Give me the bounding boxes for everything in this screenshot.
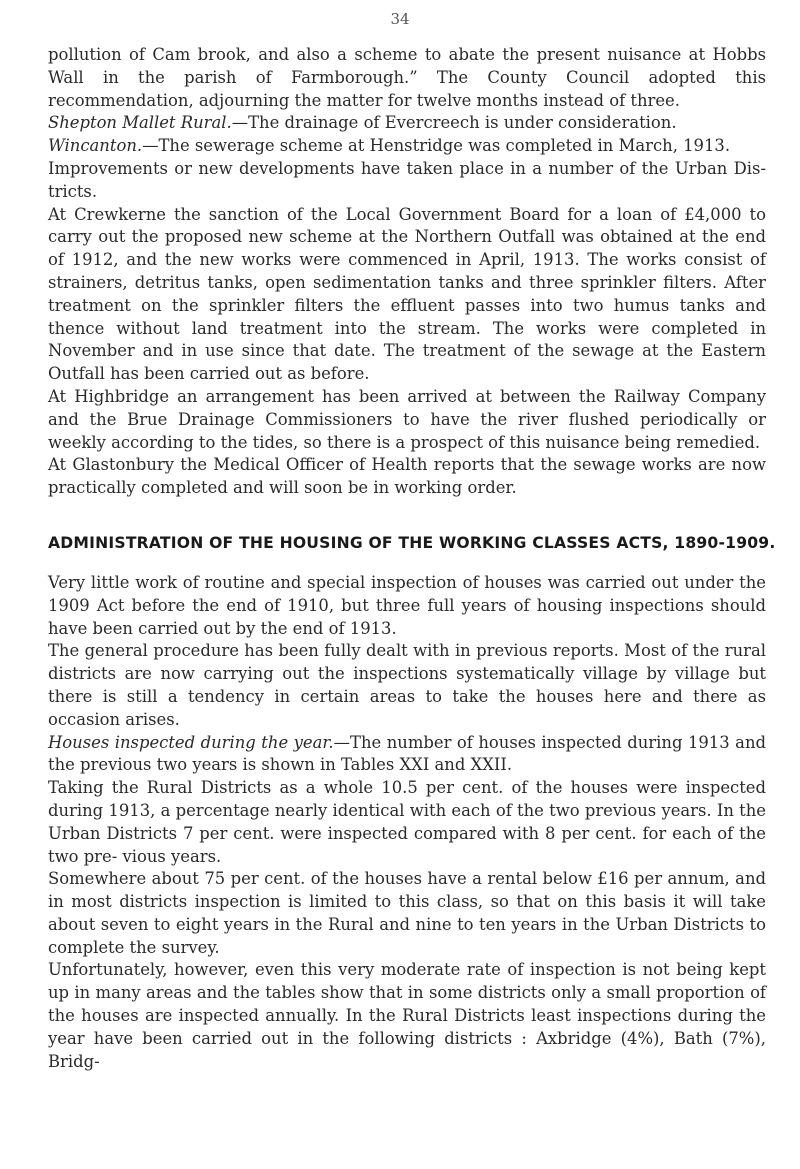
paragraph: The general procedure has been fully dealt with in previous reports. Most of the rural districts are now carrying out the inspections systematically village by village but there is still a tendency in certain areas to take the houses here and there as occasion arises. [48,641,766,729]
paragraph: At Crewkerne the sanction of the Local Government Board for a loan of £4,000 to carry out the proposed new scheme at the Northern Outfall was obtained at the end of 1912, and the new works were commenced in April, 1913. The works consist of strainers, detritus tanks, open sedimentation tanks and three sprinkler filters. After treatment on the sprinkler filters the effluent passes into two humus tanks and thence without land treatment into the stream. The works were completed in November and in use since that date. The treatment of the sewage at the Eastern Outfall has been carried out as before. [48,204,766,384]
paragraph: pollution of Cam brook, and also a scheme to abate the present nuisance at Hobbs Wall in the parish of Farmborough.” The County Council adopted this recommendation, adjourning the matter for twelve months instead of three. [48,45,766,110]
paragraph: Somewhere about 75 per cent. of the houses have a rental below £16 per annum, and in most districts inspection is limited to this class, so that on this basis it will take about seven to eight years in the Rural and nine to ten years in the Urban Districts to complete the survey. [48,869,766,957]
paragraph: Improvements or new developments have taken place in a number of the Urban Dis- tricts. [48,158,766,201]
paragraph: Very little work of routine and special inspection of houses was carried out under the 1909 Act before the end of 1910, but three full years of housing inspections should have been carried out by the end of 1913. [48,572,766,638]
paragraph-lead: Shepton Mallet Rural. [48,113,232,133]
paragraph: Taking the Rural Districts as a whole 10.5 per cent. of the houses were inspected during 1913, a percentage nearly identical with each of the two previous years. In the Urban Districts 7 per cent. were inspected compared with 8 per cent. for each of the two pre- vious years. [48,778,766,866]
paragraph-lead: Wincanton. [48,136,143,156]
paragraph: Unfortunately, however, even this very moderate rate of inspection is not being kept up in many areas and the tables show that in some districts only a small proportion of the houses are inspected annually. In the Rural Districts least inspections during the year have been carried out in the following districts : Axbridge (4%), Bath (7%), Bridg- [48,960,766,1071]
body-text [48,44,776,1073]
paragraph: At Glastonbury the Medical Officer of Health reports that the sewage works are now practically completed and will soon be in working order. [48,455,766,498]
paragraph: Houses inspected during the year.—The number of houses inspected during 1913 and the previous two years is shown in Tables XXI and XXII. [48,732,766,775]
paragraph-lead: Houses inspected during the year. [48,732,334,752]
page-number: 34 [390,10,410,28]
paragraph: Shepton Mallet Rural.—The drainage of Evercreech is under consideration. [48,113,677,133]
section-heading: ADMINISTRATION OF THE HOUSING OF THE WORKING CLASSES ACTS, 1890-1909. [48,533,776,552]
paragraph: At Highbridge an arrangement has been arrived at between the Railway Company and the Brue Drainage Commissioners to have the river flushed periodically or weekly according to the tides, so there is a prospect of this nuisance being remedied. [48,386,766,452]
paragraph: Wincanton.—The sewerage scheme at Henstridge was completed in March, 1913. [48,136,731,156]
